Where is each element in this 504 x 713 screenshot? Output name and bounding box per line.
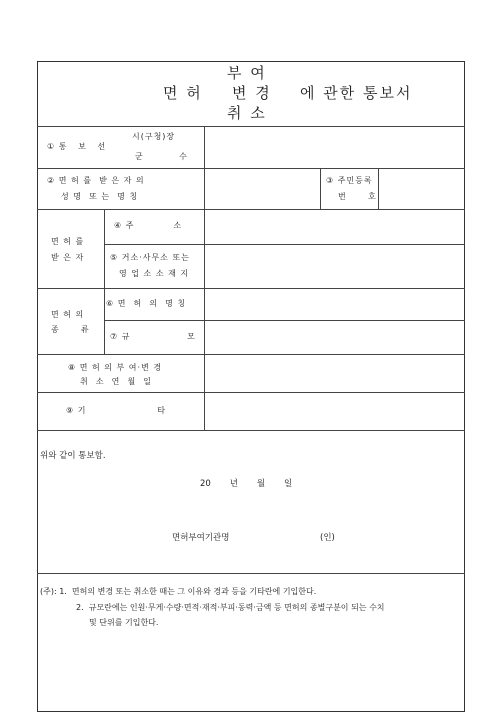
licensee-name-value — [205, 169, 319, 208]
scale-label: ⑦ 규 모 — [110, 332, 196, 341]
licensee-name-label-1: ② 면 허 를 받 은 자 의 — [47, 176, 145, 185]
license-type-group-label-2: 종 류 — [51, 325, 90, 334]
business-place-label-1: ⑤ 거소·사무소 또는 — [110, 253, 190, 262]
resident-no-label-1: ③ 주민등록 — [326, 176, 373, 185]
license-name-value — [205, 289, 464, 319]
scale-value — [205, 321, 464, 353]
date-line: 20 년 월 일 — [200, 479, 293, 489]
title-grant: 부 여 — [227, 64, 267, 82]
licensee-group-label-1: 면 허 를 — [51, 237, 85, 246]
note-2-continued: 및 단위를 기입한다. — [89, 618, 159, 627]
license-name-label: ⑥ 면 허 의 명 칭 — [106, 299, 187, 308]
title-cancel: 취 소 — [227, 104, 267, 122]
title-license: 면 허 — [163, 84, 203, 102]
licensee-name-label-2: 성 명 또 는 명 칭 — [61, 192, 139, 201]
business-place-label-2: 영 업 소 소 재 지 — [119, 269, 190, 278]
notifier-office-mayor: 시(구청)장 — [132, 132, 176, 141]
business-place-value — [205, 245, 464, 287]
address-label: ④ 주 소 — [114, 221, 183, 230]
title-change: 변 경 — [232, 84, 272, 102]
seal-mark: (인) — [320, 533, 335, 543]
notifier-office-county: 군 수 — [135, 152, 188, 161]
resident-no-label-2: 번 호 — [338, 192, 377, 201]
grant-date-value — [205, 355, 464, 391]
statement-text: 위와 같이 통보함. — [40, 451, 106, 461]
row-divider — [37, 430, 465, 431]
notifier-value — [205, 127, 464, 167]
title-about-notice: 에 관한 통보서 — [300, 84, 413, 102]
license-type-group-label-1: 면 허 의 — [51, 310, 85, 319]
notifier-label: ① 통 보 선 — [47, 142, 107, 151]
other-label: ⑨ 기 타 — [66, 406, 167, 415]
col-divider — [320, 168, 321, 209]
other-value — [205, 393, 464, 429]
issuing-agency-label: 면허부여기관명 — [172, 533, 230, 543]
note-1: (주): 1. 면허의 변경 또는 취소한 때는 그 이유와 경과 등을 기타란에 기입한다. — [40, 587, 317, 596]
grant-date-label-1: ⑧ 면 허 의 부 여·변 경 — [68, 363, 163, 372]
grant-date-label-2: 취 소 연 월 일 — [80, 377, 152, 386]
row-divider — [37, 573, 465, 574]
address-value — [205, 210, 464, 243]
licensee-group-label-2: 받 은 자 — [51, 253, 85, 262]
col-divider — [104, 209, 105, 354]
note-2: 2. 규모란에는 인원·무게·수량·면적·재적·부피·동력·금액 등 면허의 종별구분이 되는 수치 — [76, 603, 385, 612]
resident-no-value — [379, 169, 464, 208]
